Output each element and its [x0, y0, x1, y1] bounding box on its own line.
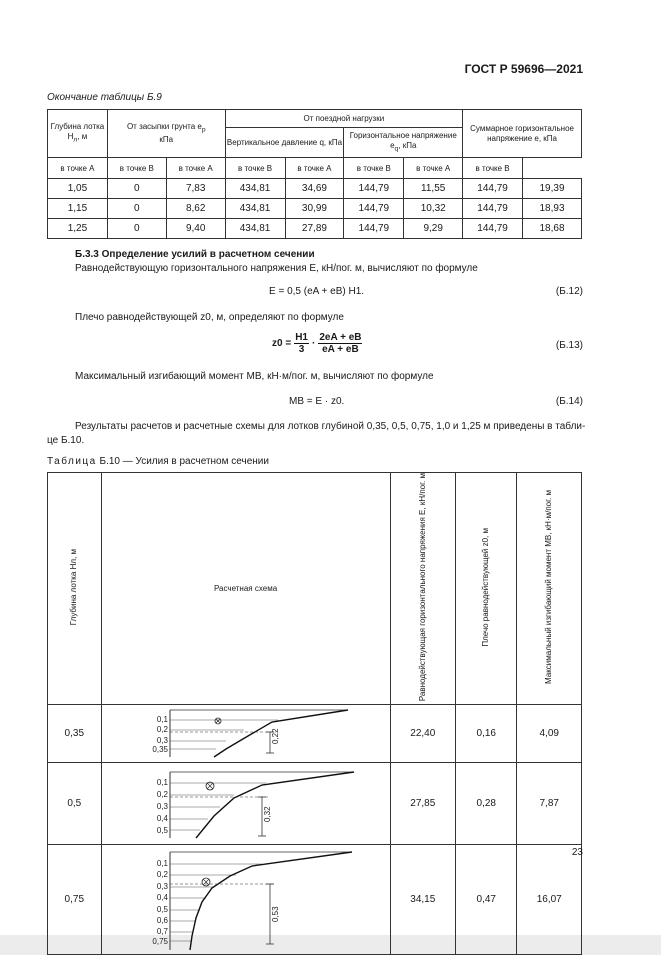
table-cell: 18,93 [523, 199, 582, 219]
depth-tick-label: 0,3 [156, 801, 168, 811]
depth-tick-label: 0,1 [156, 714, 168, 724]
depth-tick-label: 0,75 [151, 936, 168, 946]
col-total-header: Суммарное горизонтальное напряжение e, кПа [463, 110, 582, 158]
standard-header: ГОСТ Р 59696—2021 [464, 62, 583, 76]
depth-tick-label: 0,2 [156, 724, 168, 734]
table-row [48, 179, 582, 199]
dimension-label: 0,32 [262, 806, 272, 822]
m-cell: 16,07 [517, 845, 582, 955]
table-row [48, 199, 582, 219]
depth-tick-label: 0,5 [156, 825, 168, 835]
depth-tick-label: 0,2 [156, 789, 168, 799]
point-label: в точке В [463, 158, 523, 179]
table-cell: 144,79 [463, 179, 523, 199]
scheme-sketch-05 [102, 764, 390, 844]
table-b9 [47, 109, 582, 239]
formula-dot: · [311, 338, 316, 349]
table-cell: 0 [107, 199, 166, 219]
table-b10-caption: Таблица Б.10 — Усилия в расчетном сечении [47, 456, 269, 467]
formula-b13-fraction-1: $\frac{H1}{3}$ [295, 332, 308, 355]
col-depth-header: Глубина лотка $H_л$, м [48, 110, 108, 158]
paragraph-3: Максимальный изгибающий момент MB, кН·м/пог. м, вычисляют по формуле [75, 371, 434, 382]
depth-tick-label: 0,4 [156, 892, 168, 902]
section-heading: Б.3.3 Определение усилий в расчетном сечении [75, 249, 315, 260]
table-cell: 1,15 [48, 199, 108, 219]
paragraph-1: Равнодействующую горизонтального напряжения E, кН/пог. м, вычисляют по формуле [75, 263, 478, 274]
m-cell: 4,09 [517, 705, 582, 763]
scheme-cell [101, 705, 390, 763]
table-cell: 1,25 [48, 219, 108, 239]
formula-b14-number: (Б.14) [555, 396, 583, 407]
e-cell: 22,40 [390, 705, 455, 763]
dimension-label: 0,53 [270, 906, 280, 922]
table-cell: 0 [107, 179, 166, 199]
depth-tick-label: 0,7 [156, 926, 168, 936]
table-cell: 434,81 [225, 199, 285, 219]
e-cell: 27,85 [390, 763, 455, 845]
point-label: в точке А [285, 158, 344, 179]
point-label: в точке А [166, 158, 225, 179]
paragraph-4-line-2: це Б.10. [47, 435, 85, 446]
scheme-sketch-075 [102, 846, 390, 954]
table-cell: 34,69 [285, 179, 344, 199]
table-cell: 144,79 [344, 199, 404, 219]
table-cell: 144,79 [463, 219, 523, 239]
depth-cell: 0,5 [48, 763, 102, 845]
depth-tick-label: 0,4 [156, 813, 168, 823]
page-number: 23 [571, 847, 583, 858]
dimension-label: 0,22 [270, 728, 280, 744]
table-b10 [47, 472, 582, 955]
z-cell: 0,28 [456, 763, 517, 845]
depth-tick-label: 0,1 [156, 858, 168, 868]
formula-b14: MB = E · z0. [289, 396, 345, 407]
table-row [48, 219, 582, 239]
point-label: в точке В [107, 158, 166, 179]
col-horiz-header: Горизонтальное напряжение $e_q$, кПа [344, 128, 463, 158]
paragraph-4-line-1: Результаты расчетов и расчетные схемы для лотков глубиной 0,35, 0,5, 0,75, 1,0 и 1,25 м приведены в табли- [75, 421, 586, 432]
scheme-cell [101, 845, 390, 955]
scheme-sketch-035 [102, 706, 390, 762]
col-scheme-header: Расчетная схема [101, 473, 390, 705]
table-cell: 10,32 [404, 199, 463, 219]
table-cell: 0 [107, 219, 166, 239]
point-label: в точке А [48, 158, 108, 179]
table-cell: 144,79 [463, 199, 523, 219]
table-cell: 144,79 [344, 219, 404, 239]
table-b9-caption: Окончание таблицы Б.9 [47, 92, 162, 103]
paragraph-2: Плечо равнодействующей z0, м, определяют по формуле [75, 312, 344, 323]
depth-tick-label: 0,3 [156, 735, 168, 745]
col-vert-header: Вертикальное давление q, кПа [225, 128, 344, 158]
table-cell: 7,83 [166, 179, 225, 199]
scheme-cell [101, 763, 390, 845]
table-cell: 434,81 [225, 219, 285, 239]
table-cell: 144,79 [344, 179, 404, 199]
point-label: в точке В [225, 158, 285, 179]
formula-b13-number: (Б.13) [555, 340, 583, 351]
col-m-header: Максимальный изгибающий момент MB, кН·м/пог. м [517, 473, 582, 705]
col-z-header: Плечо равнодействующей z0, м [456, 473, 517, 705]
depth-cell: 0,75 [48, 845, 102, 955]
col-load-header: От поездной нагрузки [225, 110, 463, 128]
depth-tick-label: 0,5 [156, 904, 168, 914]
formula-b13-fraction-2: $\frac{2eA + eB}{eA + eB}$ [319, 332, 362, 355]
table-cell: 30,99 [285, 199, 344, 219]
depth-tick-label: 0,35 [151, 744, 168, 754]
formula-b13 [272, 332, 362, 355]
formula-b12: E = 0,5 (eA + eB) H1. [269, 286, 365, 297]
table-cell: 8,62 [166, 199, 225, 219]
table-cell: 1,05 [48, 179, 108, 199]
table-cell: 9,40 [166, 219, 225, 239]
table-cell: 18,68 [523, 219, 582, 239]
col-e-header: Равнодействующая горизонтального напряжения E, кН/пог. м [390, 473, 455, 705]
table-cell: 27,89 [285, 219, 344, 239]
point-label: в точке В [344, 158, 404, 179]
z-cell: 0,47 [456, 845, 517, 955]
table-cell: 9,29 [404, 219, 463, 239]
depth-tick-label: 0,2 [156, 869, 168, 879]
col-depth-header: Глубина лотка Hл, м [48, 473, 102, 705]
e-cell: 34,15 [390, 845, 455, 955]
point-label: в точке А [404, 158, 463, 179]
depth-tick-label: 0,3 [156, 881, 168, 891]
depth-tick-label: 0,6 [156, 915, 168, 925]
formula-b13-lhs: z0 = [272, 338, 292, 349]
z-cell: 0,16 [456, 705, 517, 763]
m-cell: 7,87 [517, 763, 582, 845]
depth-cell: 0,35 [48, 705, 102, 763]
col-fill-header: От засыпки грунта $e_р$ кПа [107, 110, 225, 158]
depth-tick-label: 0,1 [156, 777, 168, 787]
table-cell: 434,81 [225, 179, 285, 199]
table-cell: 19,39 [523, 179, 582, 199]
formula-b12-number: (Б.12) [555, 286, 583, 297]
table-cell: 11,55 [404, 179, 463, 199]
